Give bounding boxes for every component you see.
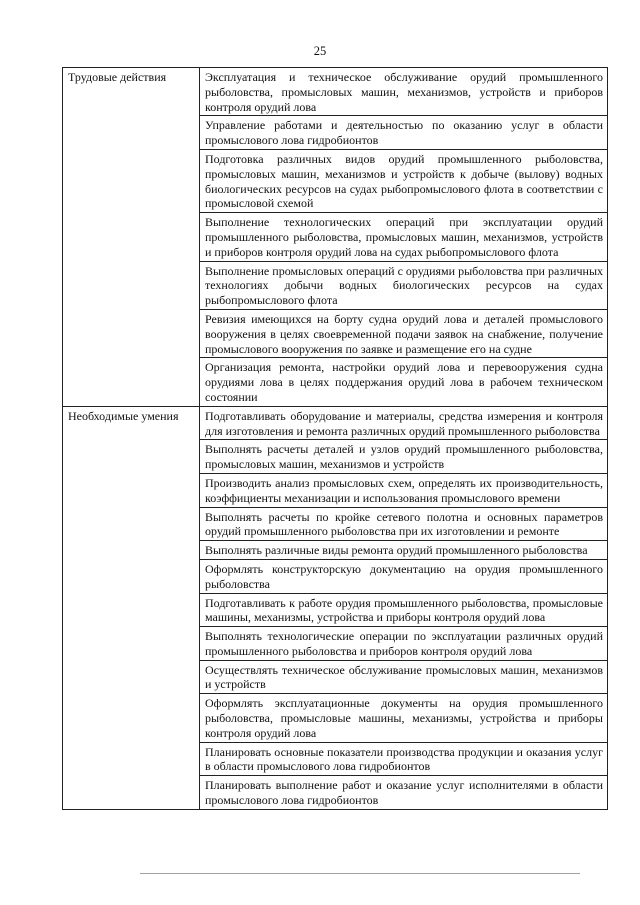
table-cell: Выполнять расчеты по кройке сетевого полотна и основных параметров орудий промышленного рыболовства при их изготовлении и ремонте <box>200 507 608 541</box>
table-cell: Оформлять конструкторскую документацию на орудия промышленного рыболовства <box>200 559 608 593</box>
table-cell: Планировать основные показатели производства продукции и оказания услуг в области промыслового лова гидробионтов <box>200 742 608 776</box>
section-label-labor-actions: Трудовые действия <box>63 68 200 407</box>
table-cell: Выполнять технологические операции по эксплуатации различных орудий промышленного рыболовства и приборов контроля орудий лова <box>200 627 608 661</box>
table-cell: Подготовка различных видов орудий промышленного рыболовства, промысловых машин, механизмов и устройств к добыче (вылову) водных биологических ресурсов на судах рыбопромыслового флота в соответствии с промысловой схемой <box>200 149 608 212</box>
table-cell: Планировать выполнение работ и оказание услуг исполнителями в области промыслового лова гидробионтов <box>200 776 608 810</box>
table-cell: Производить анализ промысловых схем, определять их производительность, коэффициенты механизации и использования промыслового времени <box>200 473 608 507</box>
table-cell: Осуществлять техническое обслуживание промысловых машин, механизмов и устройств <box>200 660 608 694</box>
table-cell: Выполнять различные виды ремонта орудий промышленного рыболовства <box>200 541 608 560</box>
section-label-required-skills: Необходимые умения <box>63 406 200 809</box>
table-cell: Выполнение промысловых операций с орудиями рыболовства при различных технологиях добычи водных биологических ресурсов на судах рыбопромыслового флота <box>200 261 608 309</box>
table-cell: Ревизия имеющихся на борту судна орудий лова и деталей промыслового вооружения в целях своевременной подачи заявок на снабжение, получение промыслового вооружения по заявке и размещение его на судне <box>200 309 608 357</box>
table-cell: Организация ремонта, настройки орудий лова и перевооружения судна орудиями лова в целях поддержания орудий лова в рабочем техническом состоянии <box>200 358 608 406</box>
table-cell: Выполнение технологических операций при эксплуатации орудий промышленного рыболовства, промысловых машин, механизмов, устройств и приборов контроля орудий лова на судах рыбопромыслового флота <box>200 213 608 261</box>
table-cell: Эксплуатация и техническое обслуживание орудий промышленного рыболовства, промысловых машин, механизмов, устройств и приборов контроля орудий лова <box>200 68 608 116</box>
competency-table <box>62 67 608 810</box>
page-number: 25 <box>313 44 327 58</box>
table-cell: Подготавливать оборудование и материалы, средства измерения и контроля для изготовления и ремонта различных орудий промышленного рыболовства <box>200 406 608 440</box>
scan-edge-line <box>140 873 580 874</box>
table-cell: Оформлять эксплуатационные документы на орудия промышленного рыболовства, промысловые машины, механизмы, устройства и приборы контроля орудий лова <box>200 694 608 742</box>
table-row <box>63 406 608 440</box>
table-row <box>63 68 608 116</box>
table-cell: Подготавливать к работе орудия промышленного рыболовства, промысловые машины, механизмы, устройства и приборы контроля орудий лова <box>200 593 608 627</box>
table-cell: Управление работами и деятельностью по оказанию услуг в области промыслового лова гидробионтов <box>200 116 608 150</box>
table-cell: Выполнять расчеты деталей и узлов орудий промышленного рыболовства, промысловых машин, механизмов и устройств <box>200 440 608 474</box>
